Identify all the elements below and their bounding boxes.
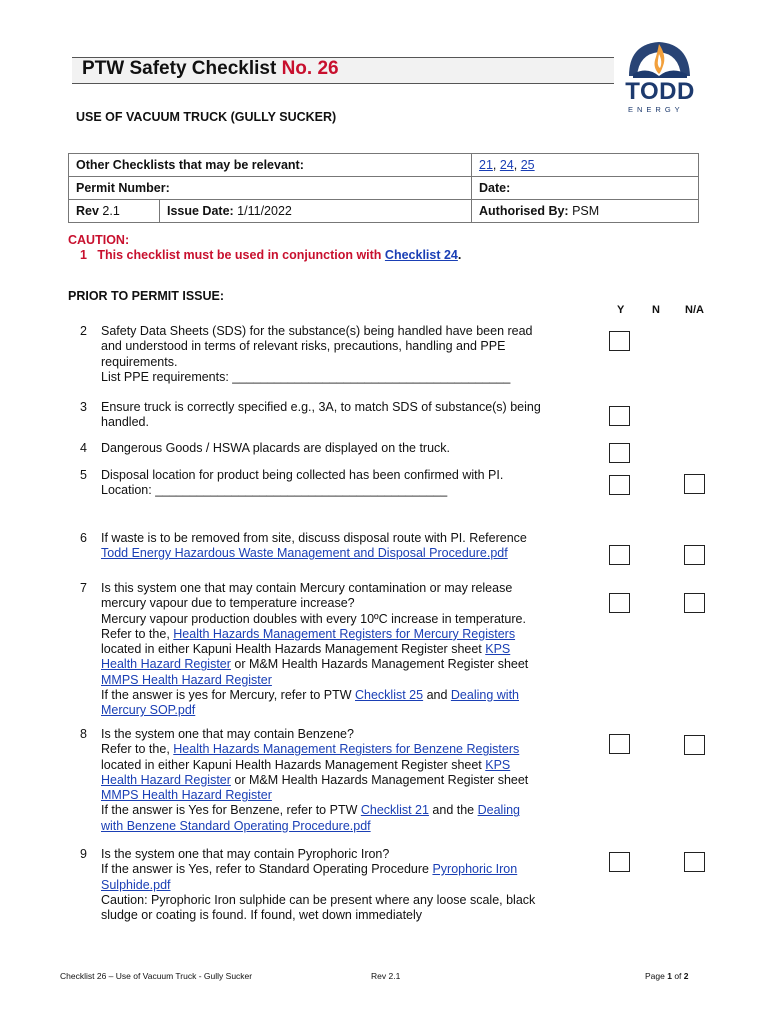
checklist-24-link[interactable]: 24 [499, 158, 514, 172]
item-7-y-checkbox[interactable] [609, 593, 630, 613]
logo-subtitle: ENERGY [628, 105, 684, 114]
dealing-with-mercury-link[interactable]: Dealing with [450, 688, 519, 703]
item-8-na-checkbox[interactable] [684, 735, 705, 755]
item-6-na-checkbox[interactable] [684, 545, 705, 565]
column-na-header: N/A [685, 304, 704, 316]
date-cell: Date: [472, 177, 699, 200]
kps-link-benzene[interactable]: KPS [485, 757, 511, 772]
other-checklists-label-cell: Other Checklists that may be relevant: [69, 154, 472, 177]
item-9-na-checkbox[interactable] [684, 852, 705, 872]
hazardous-waste-procedure-link[interactable]: Todd Energy Hazardous Waste Management and Disposal Procedure.pdf [101, 546, 508, 561]
mmps-health-hazard-register-link-benzene[interactable]: MMPS Health Hazard Register [101, 788, 272, 803]
checklist-25-item-link[interactable]: Checklist 25 [355, 688, 424, 703]
column-n-header: N [652, 304, 660, 316]
checklist-24-caution-link[interactable]: Checklist 24 [384, 248, 458, 262]
dealing-with-benzene-link[interactable]: Dealing [477, 803, 520, 818]
item-8-y-checkbox[interactable] [609, 734, 630, 754]
kps-link-mercury[interactable]: KPS [485, 642, 511, 657]
page-title: PTW Safety Checklist No. 26 [82, 58, 339, 79]
caution-heading: CAUTION: [68, 233, 130, 247]
footer-page-number: Page 1 of 2 [645, 971, 689, 981]
other-checklists-links-cell: 21, 24, 25 [472, 154, 699, 177]
kps-health-hazard-register-link-benzene[interactable]: Health Hazard Register [101, 772, 231, 787]
checklist-number: No. 26 [281, 58, 339, 79]
mmps-health-hazard-register-link-mercury[interactable]: MMPS Health Hazard Register [101, 672, 272, 687]
permit-number-cell: Permit Number: [69, 177, 472, 200]
item-5-y-checkbox[interactable] [609, 475, 630, 495]
benzene-sop-link[interactable]: with Benzene Standard Operating Procedure.pdf [101, 818, 371, 833]
section-heading: PRIOR TO PERMIT ISSUE: [68, 289, 225, 303]
item-4-y-checkbox[interactable] [609, 443, 630, 463]
item-5-na-checkbox[interactable] [684, 474, 705, 494]
rev-cell: Rev 2.1 [69, 200, 160, 223]
item-9-y-checkbox[interactable] [609, 852, 630, 872]
item-3-y-checkbox[interactable] [609, 406, 630, 426]
sulphide-pdf-link[interactable]: Sulphide.pdf [101, 877, 171, 892]
logo-wordmark: TODD [625, 78, 695, 105]
caution-item: 1 This checklist must be used in conjunction with Checklist 24. [80, 248, 462, 262]
checklist-subtitle: USE OF VACUUM TRUCK (GULLY SUCKER) [76, 110, 337, 124]
item-7-na-checkbox[interactable] [684, 593, 705, 613]
checklist-info-table [68, 153, 699, 223]
authorised-by-cell: Authorised By: PSM [472, 200, 699, 223]
item-6-y-checkbox[interactable] [609, 545, 630, 565]
benzene-registers-link[interactable]: Health Hazards Management Registers for Benzene Registers [173, 742, 520, 757]
checklist-21-link[interactable]: 21 [479, 158, 493, 172]
item-2-y-checkbox[interactable] [609, 331, 630, 351]
kps-health-hazard-register-link-mercury[interactable]: Health Hazard Register [101, 657, 231, 672]
footer-document-name: Checklist 26 – Use of Vacuum Truck - Gully Sucker [60, 971, 253, 981]
footer-revision: Rev 2.1 [371, 971, 401, 981]
mercury-sop-link[interactable]: Mercury SOP.pdf [101, 703, 196, 718]
issue-date-cell: Issue Date: 1/11/2022 [160, 200, 472, 223]
checklist-21-item-link[interactable]: Checklist 21 [360, 803, 429, 818]
checklist-25-link[interactable]: 25 [520, 158, 535, 172]
column-y-header: Y [617, 304, 625, 316]
mercury-registers-link[interactable]: Health Hazards Management Registers for Mercury Registers [173, 626, 516, 641]
pyrophoric-iron-link[interactable]: Pyrophoric Iron [432, 862, 518, 877]
